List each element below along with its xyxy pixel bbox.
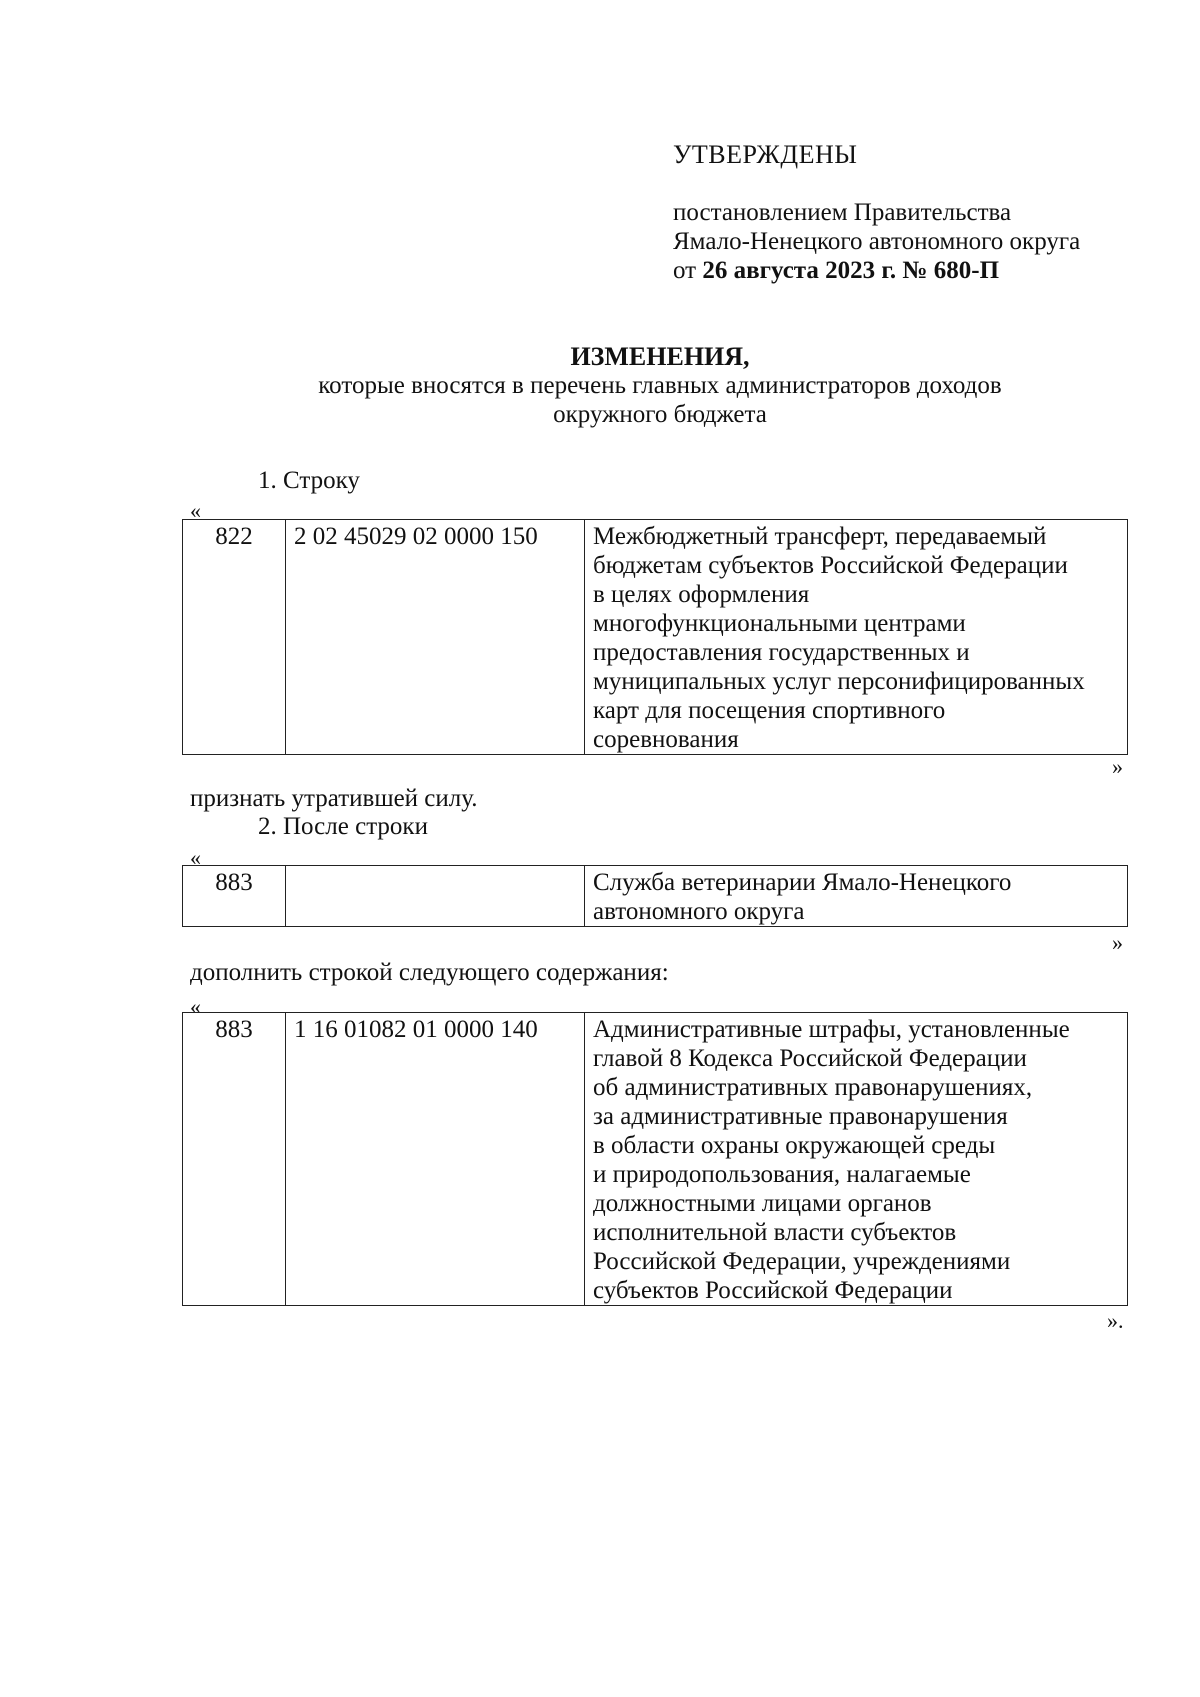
revenue-code-cell: 1 16 01082 01 0000 140	[286, 1013, 585, 1306]
revenue-name-line: должностными лицами органов	[593, 1190, 932, 1217]
revenue-name-line: за административные правонарушения	[593, 1103, 1008, 1130]
revenue-name-line: многофункциональными центрами	[593, 610, 966, 637]
approval-block	[673, 140, 1143, 285]
item-1-close-quote: »	[1112, 754, 1123, 779]
revenue-name-line: автономного округа	[593, 898, 805, 925]
approval-line-1: постановлением Правительства	[673, 199, 1012, 226]
revenue-name-line: Российской Федерации, учреждениями	[593, 1248, 1011, 1275]
item-3-open-quote: «	[190, 994, 201, 1019]
admin-code-cell: 822	[183, 520, 286, 755]
revenue-name-line: Административные штрафы, установленные	[593, 1016, 1070, 1043]
revenue-name-line: Служба ветеринарии Ямало-Ненецкого	[593, 869, 1012, 896]
item-3-table	[182, 1012, 1128, 1306]
table-row	[183, 1013, 1128, 1306]
item-2-intro: 2. После строки	[258, 813, 428, 840]
item-1-result: признать утратившей силу.	[190, 785, 478, 812]
revenue-name-cell	[585, 1013, 1128, 1306]
admin-code-cell: 883	[183, 1013, 286, 1306]
item-3-close-quote: ».	[1107, 1308, 1124, 1333]
revenue-code-cell	[286, 866, 585, 927]
revenue-name-cell	[585, 866, 1128, 927]
item-1-intro: 1. Строку	[258, 467, 360, 494]
item-2-result: дополнить строкой следующего содержания:	[190, 959, 669, 986]
item-2-close-quote: »	[1112, 930, 1123, 955]
item-1-table	[182, 519, 1128, 755]
revenue-name-line: исполнительной власти субъектов	[593, 1219, 957, 1246]
revenue-name-line: бюджетам субъектов Российской Федерации	[593, 552, 1068, 579]
revenue-name-line: об административных правонарушениях,	[593, 1074, 1033, 1101]
approval-line-2: Ямало-Ненецкого автономного округа	[673, 228, 1081, 255]
revenue-name-line: предоставления государственных и	[593, 639, 970, 666]
revenue-name-line: главой 8 Кодекса Российской Федерации	[593, 1045, 1027, 1072]
revenue-name-line: соревнования	[593, 726, 739, 753]
item-2-open-quote: «	[190, 845, 201, 870]
revenue-name-line: Межбюджетный трансферт, передаваемый	[593, 523, 1047, 550]
revenue-name-line: в целях оформления	[593, 581, 810, 608]
revenue-code-cell: 2 02 45029 02 0000 150	[286, 520, 585, 755]
item-2-table	[182, 865, 1128, 927]
approval-stamp: УТВЕРЖДЕНЫ	[673, 140, 858, 169]
revenue-name-line: карт для посещения спортивного	[593, 697, 946, 724]
revenue-name-line: и природопользования, налагаемые	[593, 1161, 971, 1188]
document-subtitle-line-1: которые вносятся в перечень главных администраторов доходов	[318, 372, 1002, 399]
revenue-name-line: субъектов Российской Федерации	[593, 1277, 953, 1304]
item-1-open-quote: «	[190, 498, 201, 523]
approval-date-prefix: от	[673, 257, 703, 284]
document-heading: ИЗМЕНЕНИЯ,	[570, 342, 750, 371]
approval-date-value: 26 августа 2023 г. № 680-П	[702, 257, 1000, 284]
table-row	[183, 520, 1128, 755]
document-title-block	[190, 342, 1130, 429]
approval-date-line	[673, 256, 1143, 285]
document-subtitle-line-2: окружного бюджета	[553, 401, 767, 428]
revenue-name-line: муниципальных услуг персонифицированных	[593, 668, 1085, 695]
revenue-name-cell	[585, 520, 1128, 755]
revenue-name-line: в области охраны окружающей среды	[593, 1132, 996, 1159]
admin-code-cell: 883	[183, 866, 286, 927]
table-row	[183, 866, 1128, 927]
